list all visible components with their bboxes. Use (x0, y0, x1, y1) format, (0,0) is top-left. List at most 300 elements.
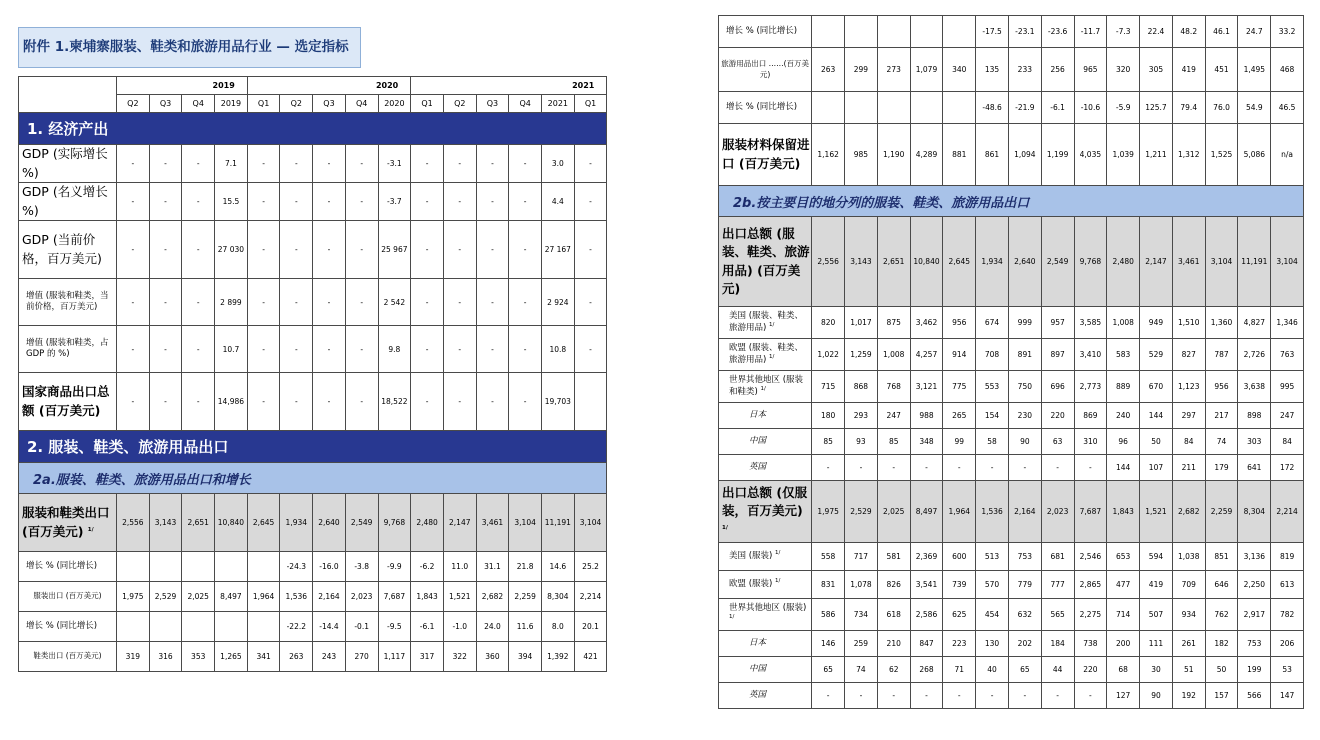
table-cell: - (443, 373, 476, 431)
table-row (719, 683, 1304, 709)
section-header (19, 431, 607, 463)
table-cell: 738 (1074, 631, 1107, 657)
row-label-text: 中国 (749, 663, 767, 674)
quarter-header: Q3 (313, 95, 346, 113)
table-cell: 763 (1271, 339, 1304, 371)
table-cell: 1,843 (411, 582, 444, 612)
row-label (719, 217, 812, 307)
table-cell: - (1041, 455, 1074, 481)
table-cell: 14,986 (215, 373, 248, 431)
table-cell: 10,840 (910, 217, 943, 307)
table-cell: 889 (1107, 371, 1140, 403)
table-cell: 1,094 (1008, 124, 1041, 186)
table-cell: 18,522 (378, 373, 411, 431)
table-cell (943, 16, 976, 48)
table-cell: - (182, 221, 215, 279)
table-cell: 2,651 (877, 217, 910, 307)
table-cell: - (280, 326, 313, 373)
table-cell: 653 (1107, 543, 1140, 571)
table-cell: 956 (943, 307, 976, 339)
table-cell: 2,546 (1074, 543, 1107, 571)
table-cell: 25 967 (378, 221, 411, 279)
table-cell: 8,497 (215, 582, 248, 612)
table-cell: - (574, 183, 607, 221)
table-cell: 934 (1172, 599, 1205, 631)
year-header: 2021 (411, 77, 607, 95)
table-cell: 646 (1205, 571, 1238, 599)
table-cell: - (443, 183, 476, 221)
table-cell: 31.1 (476, 552, 509, 582)
table-cell: 1,495 (1238, 48, 1271, 92)
row-label-text: 服装出口 (百万美元) (33, 591, 102, 601)
table-cell: - (910, 683, 943, 709)
table-cell: 827 (1172, 339, 1205, 371)
quarter-header: 2021 (541, 95, 574, 113)
table-cell: 3,461 (476, 494, 509, 552)
footnote-marker: 1/ (769, 322, 775, 329)
table-cell: -24.3 (280, 552, 313, 582)
table-cell: 46.1 (1205, 16, 1238, 48)
table-cell: 717 (845, 543, 878, 571)
quarter-header: Q2 (117, 95, 150, 113)
table-cell: 8,497 (910, 481, 943, 543)
table-cell: - (877, 455, 910, 481)
table-cell: 9,768 (1074, 217, 1107, 307)
table-cell (845, 16, 878, 48)
table-cell: -7.3 (1107, 16, 1140, 48)
table-cell: -3.7 (378, 183, 411, 221)
row-label-text: 服装材料保留进口 (百万美元) (722, 137, 810, 171)
table-cell: - (313, 183, 346, 221)
table-cell: 68 (1107, 657, 1140, 683)
table-cell: -48.6 (976, 92, 1009, 124)
row-label-text: 日本 (749, 409, 767, 420)
table-cell: - (247, 279, 280, 326)
table-cell: - (443, 279, 476, 326)
row-label (719, 16, 812, 48)
table-cell: 2 924 (541, 279, 574, 326)
table-cell: 261 (1172, 631, 1205, 657)
table-cell: - (574, 279, 607, 326)
table-row (719, 92, 1304, 124)
table-cell: 670 (1140, 371, 1173, 403)
table-row (719, 371, 1304, 403)
table-cell: 2,773 (1074, 371, 1107, 403)
table-cell: 340 (943, 48, 976, 92)
table-cell: 1,521 (443, 582, 476, 612)
table-cell (877, 16, 910, 48)
table-cell: 2,645 (943, 217, 976, 307)
table-cell: 1,964 (943, 481, 976, 543)
table-cell: 11,191 (1238, 217, 1271, 307)
table-cell: - (149, 279, 182, 326)
table-cell: 1,022 (812, 339, 845, 371)
table-cell: 2,556 (812, 217, 845, 307)
row-label (19, 145, 117, 183)
table-cell: 2,214 (1271, 481, 1304, 543)
table-cell: 618 (877, 599, 910, 631)
table-cell: 851 (1205, 543, 1238, 571)
table-cell: 1,038 (1172, 543, 1205, 571)
table-cell: 182 (1205, 631, 1238, 657)
table-cell: 826 (877, 571, 910, 599)
table-cell: 2,651 (182, 494, 215, 552)
table-cell: 891 (1008, 339, 1041, 371)
row-label-text: 世界其他地区 (服装和鞋类) (729, 374, 804, 397)
table-cell: 762 (1205, 599, 1238, 631)
quarter-header: Q1 (411, 95, 444, 113)
table-cell: 714 (1107, 599, 1140, 631)
table-cell: - (345, 183, 378, 221)
table-cell: 1,078 (845, 571, 878, 599)
table-cell: 779 (1008, 571, 1041, 599)
table-cell: 40 (976, 657, 1009, 683)
table-cell: 696 (1041, 371, 1074, 403)
table-row (19, 582, 607, 612)
table-cell: 24.0 (476, 612, 509, 642)
table-cell: 135 (976, 48, 1009, 92)
table-cell: 268 (910, 657, 943, 683)
table-cell: - (411, 183, 444, 221)
table-cell: - (845, 455, 878, 481)
table-cell: 1,162 (812, 124, 845, 186)
table-cell: 739 (943, 571, 976, 599)
table-cell: 180 (812, 403, 845, 429)
section-title: 2. 服装、鞋类、旅游用品出口 (19, 431, 607, 463)
table-cell: - (313, 279, 346, 326)
table-cell: - (812, 455, 845, 481)
table-cell: 1,536 (976, 481, 1009, 543)
table-cell: -17.5 (976, 16, 1009, 48)
table-row (719, 48, 1304, 92)
table-cell: 3,585 (1074, 307, 1107, 339)
table-cell: 3,104 (574, 494, 607, 552)
table-cell: 1,079 (910, 48, 943, 92)
table-cell: 11.0 (443, 552, 476, 582)
row-label-text: 英国 (749, 461, 767, 472)
table-cell: 44 (1041, 657, 1074, 683)
row-label-text: 欧盟 (服装、鞋类、旅游用品) (729, 342, 804, 365)
table-cell: - (1041, 683, 1074, 709)
table-cell: 3,462 (910, 307, 943, 339)
table-cell: 2,275 (1074, 599, 1107, 631)
table-cell: -3.8 (345, 552, 378, 582)
table-cell: 4,257 (910, 339, 943, 371)
row-label-text: GDP (名义增长 %) (22, 184, 108, 218)
table-cell: - (149, 145, 182, 183)
row-label-text: 日本 (749, 637, 767, 648)
row-label-text: 增长 % (同比增长) (726, 25, 798, 36)
quarter-header: Q4 (509, 95, 542, 113)
table-cell: - (476, 145, 509, 183)
table-cell: 293 (845, 403, 878, 429)
row-label (719, 631, 812, 657)
table-cell: 144 (1140, 403, 1173, 429)
table-cell: 202 (1008, 631, 1041, 657)
table-cell: 320 (1107, 48, 1140, 92)
table-cell: 3,104 (1271, 217, 1304, 307)
table-cell: 230 (1008, 403, 1041, 429)
table-cell: 305 (1140, 48, 1173, 92)
table-cell: 51 (1172, 657, 1205, 683)
table-cell: 613 (1271, 571, 1304, 599)
table-cell: 9.8 (378, 326, 411, 373)
table-cell: 85 (812, 429, 845, 455)
section-title: 2a.服装、鞋类、旅游用品出口和增长 (19, 463, 607, 494)
table-cell: 200 (1107, 631, 1140, 657)
table-cell: - (443, 326, 476, 373)
document-title: 附件 1.柬埔寨服装、鞋类和旅游用品行业 — 选定指标 (18, 27, 361, 68)
table-cell: 965 (1074, 48, 1107, 92)
table-cell: - (149, 326, 182, 373)
table-cell: 172 (1271, 455, 1304, 481)
table-cell (812, 16, 845, 48)
row-label-text: 鞋类出口 (百万美元) (33, 651, 102, 661)
table-cell: - (345, 326, 378, 373)
year-header: 2019 (117, 77, 248, 95)
table-cell: 27 030 (215, 221, 248, 279)
table-cell (215, 612, 248, 642)
row-label (19, 373, 117, 431)
row-label (19, 221, 117, 279)
section-header (19, 113, 607, 145)
table-cell: 831 (812, 571, 845, 599)
table-cell: 360 (476, 642, 509, 672)
table-cell: 451 (1205, 48, 1238, 92)
table-cell: - (509, 326, 542, 373)
table-cell: - (149, 221, 182, 279)
table-cell: 2,549 (1041, 217, 1074, 307)
table-cell: 2,549 (345, 494, 378, 552)
table-cell: -9.9 (378, 552, 411, 582)
table-cell: 3,541 (910, 571, 943, 599)
table-row (19, 221, 607, 279)
table-cell: 861 (976, 124, 1009, 186)
table-cell: - (476, 279, 509, 326)
table-cell: - (509, 145, 542, 183)
table-cell: 96 (1107, 429, 1140, 455)
table-cell: 3,638 (1238, 371, 1271, 403)
table-cell: 2,259 (509, 582, 542, 612)
table-cell: - (411, 373, 444, 431)
table-cell: 2,682 (476, 582, 509, 612)
row-label (719, 48, 812, 92)
table-cell: 341 (247, 642, 280, 672)
table-cell: 566 (1238, 683, 1271, 709)
table-row (719, 571, 1304, 599)
table-cell: 206 (1271, 631, 1304, 657)
table-cell (910, 92, 943, 124)
row-label (719, 599, 812, 631)
table-cell: 76.0 (1205, 92, 1238, 124)
table-cell: 348 (910, 429, 943, 455)
table-cell (812, 92, 845, 124)
table-row (19, 494, 607, 552)
table-cell: 1,934 (280, 494, 313, 552)
table-cell: 1,525 (1205, 124, 1238, 186)
table-cell: 297 (1172, 403, 1205, 429)
table-cell: 1,117 (378, 642, 411, 672)
table-cell: 211 (1172, 455, 1205, 481)
table-cell: 782 (1271, 599, 1304, 631)
table-cell: 2,586 (910, 599, 943, 631)
table-cell: 4.4 (541, 183, 574, 221)
table-cell: 999 (1008, 307, 1041, 339)
table-cell: 14.6 (541, 552, 574, 582)
table-cell: - (313, 145, 346, 183)
table-cell: 25.2 (574, 552, 607, 582)
table-cell: 2,164 (1008, 481, 1041, 543)
table-cell: 210 (877, 631, 910, 657)
table-cell: 247 (877, 403, 910, 429)
table-cell: - (345, 221, 378, 279)
table-row (19, 145, 607, 183)
table-cell: 2,645 (247, 494, 280, 552)
table-cell: - (411, 145, 444, 183)
table-cell: - (943, 683, 976, 709)
table-cell: 1,392 (541, 642, 574, 672)
table-cell: 594 (1140, 543, 1173, 571)
table-cell: 2,480 (411, 494, 444, 552)
table-cell: 957 (1041, 307, 1074, 339)
table-row (719, 16, 1304, 48)
table-cell: 775 (943, 371, 976, 403)
table-cell: 299 (845, 48, 878, 92)
table-cell: 50 (1205, 657, 1238, 683)
row-label-text: 中国 (749, 435, 767, 446)
table-cell: 310 (1074, 429, 1107, 455)
table-cell: 192 (1172, 683, 1205, 709)
table-cell: - (845, 683, 878, 709)
table-cell (247, 612, 280, 642)
table-cell: 565 (1041, 599, 1074, 631)
quarter-header: Q4 (182, 95, 215, 113)
table-cell: - (345, 145, 378, 183)
table-cell: 768 (877, 371, 910, 403)
table-cell (182, 552, 215, 582)
table-cell: 869 (1074, 403, 1107, 429)
table-cell: 1,008 (1107, 307, 1140, 339)
table-cell: 53 (1271, 657, 1304, 683)
table-cell: 2,865 (1074, 571, 1107, 599)
table-cell: 2,259 (1205, 481, 1238, 543)
row-label (719, 683, 812, 709)
row-label-text: 旅游用品出口 ……(百万美元) (721, 59, 810, 79)
table-cell: 1,259 (845, 339, 878, 371)
table-cell (845, 92, 878, 124)
table-cell: 2,147 (1140, 217, 1173, 307)
row-label-text: 美国 (服装) (729, 551, 773, 562)
table-cell: 1,975 (117, 582, 150, 612)
table-cell: - (509, 279, 542, 326)
footnote-marker: 1/ (87, 526, 94, 533)
table-cell: - (411, 326, 444, 373)
table-cell: 3.0 (541, 145, 574, 183)
table-cell: 2,164 (313, 582, 346, 612)
table-cell: 10.8 (541, 326, 574, 373)
table-cell: 74 (1205, 429, 1238, 455)
table-cell: 220 (1041, 403, 1074, 429)
table-cell: 715 (812, 371, 845, 403)
table-cell: - (345, 373, 378, 431)
table-cell (149, 552, 182, 582)
table-cell: 19,703 (541, 373, 574, 431)
table-cell: 988 (910, 403, 943, 429)
table-cell: 184 (1041, 631, 1074, 657)
table-cell: 1,964 (247, 582, 280, 612)
table-cell: - (117, 279, 150, 326)
table-cell: - (812, 683, 845, 709)
table-cell: -3.1 (378, 145, 411, 183)
table-cell: - (117, 373, 150, 431)
table-cell: 777 (1041, 571, 1074, 599)
table-cell: 353 (182, 642, 215, 672)
table-cell: 303 (1238, 429, 1271, 455)
table-cell: 247 (1271, 403, 1304, 429)
table-cell: -11.7 (1074, 16, 1107, 48)
row-label-text: 世界其他地区 (服装) (729, 602, 807, 613)
table-cell: - (943, 455, 976, 481)
table-cell: 708 (976, 339, 1009, 371)
table-cell: 27 167 (541, 221, 574, 279)
table-cell: - (280, 183, 313, 221)
table-cell: 63 (1041, 429, 1074, 455)
table-cell: 85 (877, 429, 910, 455)
table-cell: - (476, 326, 509, 373)
table-cell: 2,556 (117, 494, 150, 552)
table-cell: -23.1 (1008, 16, 1041, 48)
table-cell: 5,086 (1238, 124, 1271, 186)
footnote-marker: 1/ (729, 614, 735, 621)
table-cell: - (313, 373, 346, 431)
table-cell: 513 (976, 543, 1009, 571)
table-cell: -10.6 (1074, 92, 1107, 124)
indicators-table-right (718, 15, 1304, 709)
table-cell: 3,143 (149, 494, 182, 552)
table-row (719, 403, 1304, 429)
table-cell (910, 16, 943, 48)
table-cell: 2,369 (910, 543, 943, 571)
table-cell: - (182, 326, 215, 373)
table-cell (117, 552, 150, 582)
quarter-header: 2020 (378, 95, 411, 113)
table-cell: 995 (1271, 371, 1304, 403)
table-cell: 898 (1238, 403, 1271, 429)
table-cell: 144 (1107, 455, 1140, 481)
quarter-header: Q2 (280, 95, 313, 113)
row-label (19, 612, 117, 642)
table-cell: 8,304 (541, 582, 574, 612)
table-cell: 21.8 (509, 552, 542, 582)
row-label-text: 欧盟 (服装) (729, 579, 773, 590)
header-corner (19, 77, 117, 113)
table-cell: 4,827 (1238, 307, 1271, 339)
table-cell: - (574, 221, 607, 279)
table-cell: 233 (1008, 48, 1041, 92)
table-cell: 107 (1140, 455, 1173, 481)
footnote-marker: 1/ (775, 578, 781, 585)
table-cell: - (976, 455, 1009, 481)
row-label (719, 429, 812, 455)
table-cell: -14.4 (313, 612, 346, 642)
table-cell: 1,008 (877, 339, 910, 371)
table-cell: 273 (877, 48, 910, 92)
table-cell: 7,687 (378, 582, 411, 612)
table-cell: 2,640 (1008, 217, 1041, 307)
table-cell: 1,975 (812, 481, 845, 543)
table-cell: 259 (845, 631, 878, 657)
table-cell: - (247, 373, 280, 431)
